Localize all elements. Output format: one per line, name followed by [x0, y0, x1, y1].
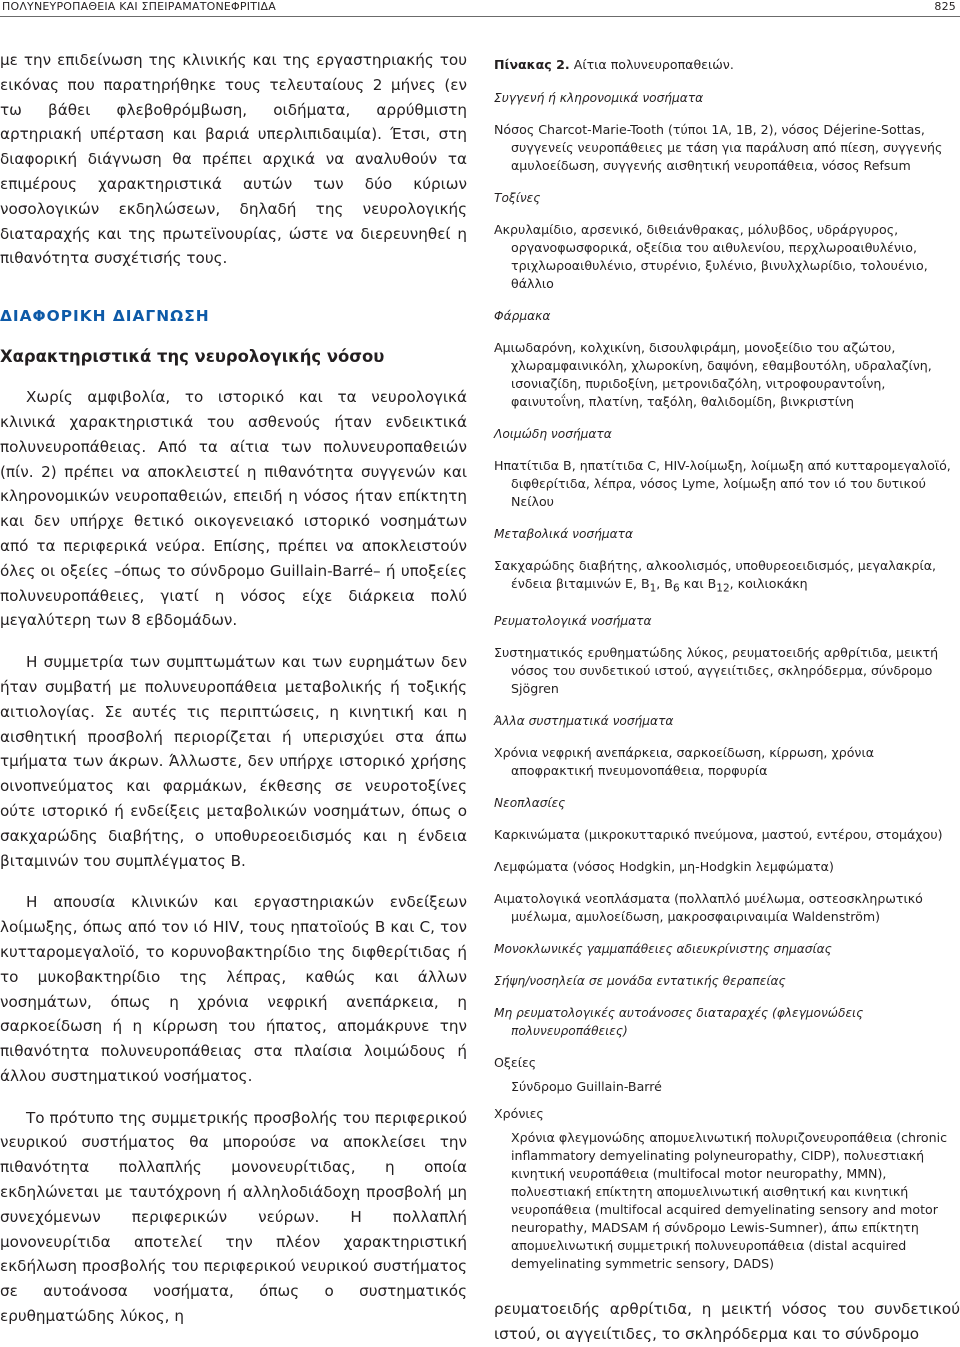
section-heading: ΔΙΑΦΟΡΙΚΗ ΔΙΑΓΝΩΣΗ: [0, 307, 210, 326]
left-column: [0, 48, 467, 1329]
table-entry: Νόσος Charcot-Marie-Tooth (τύποι 1A, 1B, 2), νόσος Déjerine-Sottas, συγγενείς νευροπάθειες με τάση για παράλυση από πίεση, συγγενής αμυλοείδωση, συγγενής αισθητική νευροπάθεια, νόσος Refsum: [494, 122, 943, 173]
table-category: Συγγενή ή κληρονομικά νοσήματα: [494, 91, 704, 105]
table-caption: [494, 56, 960, 74]
table-category: Μεταβολικά νοσήματα: [494, 527, 634, 541]
entry-text: , κοιλιοκάκη: [729, 576, 808, 591]
table-category: Τοξίνες: [494, 191, 541, 205]
table-entry: Ηπατίτιδα Β, ηπατίτιδα C, HIV-λοίμωξη, λοίμωξη από κυτταρομεγαλοϊό, διφθερίτιδα, λέπρα, νόσος Lyme, λοίμωξη από τον ιό του δυτικού Νείλου: [494, 458, 951, 509]
body-paragraph: Το πρότυπο της συμμετρικής προσβολής του περιφερικού νευρικού συστήματος θα μπορούσε να αποκλείσει την πιθανότητα πολλαπλής μονονευρίτιδας, η οποία εκδηλώνεται με ταυτόχρονη ή αλληλοδιάδοχη προσβολή μη συνεχόμενων περιφερικών νεύρων. Η πολλαπλή μονονευρίτιδα αποτελεί την πλέον χαρακτηριστική εκδήλωση προσβολής του περιφερικού νευρικού συστήματος σε αυτοάνοσα νοσήματα, όπως ο συστηματικός ερυθηματώδης λύκος, η: [0, 1108, 467, 1326]
table-entry: Αιματολογικά νεοπλάσματα (πολλαπλό μυέλωμα, οστεοσκληρωτικό μυέλωμα, αμυλοείδωση, μακροσφαιριναιμία Waldenström): [494, 890, 923, 924]
entry-text: Σακχαρώδης διαβήτης, αλκοολισμός, υποθυρεοειδισμός, μεγαλακρία, ένδεια βιταμινών Ε, Β: [494, 558, 937, 591]
table-entry: Χρόνια φλεγμονώδης απομυελινωτική πολυριζονευροπάθεια (chronic inflammatory demyelinating polyneuropathy, CIDP), πολυεστιακή κινητική νευροπάθεια (multifocal motor neuropathy, MMN), πολυεστιακή επίκτητη απομυελινωτική αισθητική και κινητική νευροπάθεια (multifocal acquired demyelinating sensory and motor neuropathy, MADSAM ή σύνδρομο Lewis-Sumner), άπω επίκτητη απομυελινωτική συμμετρική πολυνευροπάθεια (distal acquired demyelinating symmetric sensory, DADS): [511, 1129, 948, 1271]
table-entry: Λεμφώματα (νόσος Hodgkin, μη-Hodgkin λεμφώματα): [494, 858, 834, 874]
page-number: 825: [934, 0, 956, 13]
table-category: Μη ρευματολογικές αυτοάνοσες διαταραχές (φλεγμονώδεις πολυνευροπάθειες): [494, 1005, 864, 1038]
table-category: Νεοπλασίες: [494, 795, 566, 810]
subscript: 6: [672, 582, 680, 595]
table-category: Ρευματολογικά νοσήματα: [494, 613, 652, 628]
table-subcategory: Χρόνιες: [494, 1105, 544, 1121]
subscript: 12: [716, 582, 730, 595]
table-subcategory: Οξείες: [494, 1054, 537, 1070]
table-entry: Συστηματικός ερυθηματώδης λύκος, ρευματοειδής αρθρίτιδα, μεικτή νόσος του συνδετικού ιστού, αγγειίτιδες, σκληρόδερμα, σύνδρομο Sjögren: [494, 644, 939, 696]
subscript: 1: [649, 582, 657, 595]
continuation-paragraph: ρευματοειδής αρθρίτιδα, η μεικτή νόσος του συνδετικού ιστού, οι αγγειίτιδες, το σκληρόδερμα και το σύνδρομο: [494, 1300, 960, 1343]
table-caption-text: Αίτια πολυνευροπαθειών.: [573, 57, 734, 72]
table-category: Λοιμώδη νοσήματα: [494, 427, 612, 441]
table-entry: Αμιωδαρόνη, κολχικίνη, δισουλφιράμη, μονοξείδιο του αζώτου, χλωραμφαινικόλη, χλωροκίνη, δαψόνη, εθαμβουτόλη, υδραλαζίνη, ισονιαζίδη, πυριδοξίνη, μετρονιδαζόλη, νιτροφουραντοΐνη, φαινυτοΐνη, πλατίνη, ταξόλη, θαλιδομίδη, βινκριστίνη: [494, 340, 932, 409]
table-entry: Χρόνια νεφρική ανεπάρκεια, σαρκοείδωση, κίρρωση, χρόνια αποφρακτική πνευμονοπάθεια, πορφυρία: [494, 744, 875, 778]
table-entry: Ακρυλαμίδιο, αρσενικό, διθειάνθρακας, μόλυβδος, υδράργυρος, οργανοφωσφορικά, οξείδια του αιθυλενίου, περχλωροαιθυλένιο, τριχλωροαιθυλένιο, στυρένιο, ξυλένιο, βινυλχλωρίδιο, τολουένιο, θάλλιο: [494, 222, 928, 291]
page-header: [0, 0, 960, 17]
body-paragraph: Χωρίς αμφιβολία, το ιστορικό και τα νευρολογικά κλινικά χαρακτηριστικά του ασθενούς ήταν ενδεικτικά πολυνευροπάθειας. Από τα αίτια των πολυνευροπαθειών (πίν. 2) πρέπει να αποκλειστεί η πιθανότητα συγγενών και κληρονομικών νευροπαθειών, επειδή η νόσος ήταν επίκτητη και δεν υπήρχε θετικό οικογενειακό ιστορικό νοσημάτων από τα περιφερικά νεύρα. Επίσης, πρέπει να αποκλειστούν όλες οι οξείες –όπως το σύνδρομο Guillain-Barré– ή υποξείες πολυνευροπάθειες, γιατί η νόσος είχε διάρκεια πολύ μεγαλύτερη των 8 εβδομάδων.: [0, 388, 467, 630]
table-category: Μονοκλωνικές γαμμαπάθειες αδιευκρίνιστης σημασίας: [494, 941, 832, 956]
table-entry-metabolic: [494, 557, 960, 598]
entry-text: , Β: [656, 576, 673, 591]
table-category: Φάρμακα: [494, 309, 551, 323]
table-category: Άλλα συστηματικά νοσήματα: [494, 713, 674, 728]
subsection-heading: Χαρακτηριστικά της νευρολογικής νόσου: [0, 347, 385, 367]
table-category: Σήψη/νοσηλεία σε μονάδα εντατικής θεραπείας: [494, 973, 786, 988]
table-2: [494, 56, 960, 1287]
running-title: ΠΟΛΥΝΕΥΡΟΠΑΘΕΙΑ ΚΑΙ ΣΠΕΙΡΑΜΑΤΟΝΕΦΡΙΤΙΔΑ: [2, 0, 277, 13]
body-paragraph: Η απουσία κλινικών και εργαστηριακών ενδείξεων λοίμωξης, όπως από τον ιό HIV, τους ηπατοϊούς Β και C, τον κυτταρομεγαλοϊό, το κορυνοβακτηρίδιο της διφθερίτιδας ή το μυκοβακτηρίδιο της λέπρας, καθώς και άλλων νοσημάτων, όπως η χρόνια νεφρική ανεπάρκεια, η σαρκοείδωση ή η κίρρωση του ήπατος, απομάκρυνε την πιθανότητα πολυνευροπάθειας στα πλαίσια λοιμώδους ή άλλου συστηματικού νοσήματος.: [0, 893, 467, 1085]
table-entry: Καρκινώματα (μικροκυτταρικό πνεύμονα, μαστού, εντέρου, στομάχου): [494, 826, 943, 842]
table-caption-label: Πίνακας 2.: [494, 57, 570, 72]
table-entry: Σύνδρομο Guillain-Barré: [511, 1078, 662, 1094]
entry-text: και Β: [679, 576, 717, 591]
body-paragraph: Η συμμετρία των συμπτωμάτων και των ευρημάτων δεν ήταν συμβατή με πολυνευροπάθεια μεταβολικής ή τοξικής αιτιολογίας. Σε αυτές τις περιπτώσεις, η κινητική και η αισθητική προσβολή περιορίζεται ή υπερισχύει στα άπω τμήματα των άκρων. Άλλωστε, δεν υπήρχε ιστορικό χρήσης οινοπνεύματος και φαρμάκων, έκθεσης σε νευροτοξίνες ούτε ιστορικό ή ενδείξεις μεταβολικών νοσημάτων, όπως ο σακχαρώδης διαβήτης, ο υποθυρεοειδισμός και η ένδεια βιταμινών του συμπλέγματος Β.: [0, 653, 467, 870]
opening-paragraph: με την επιδείνωση της κλινικής και της εργαστηριακής του εικόνας που παρατηρήθηκε τους τελευταίους 2 μήνες (εν τω βάθει φλεβοθρόμβωση, οιδήματα, αρρύθμιστη αρτηριακή υπέρταση και βαριά υπερλιπιδαιμία). Έτσι, στη διαφορική διάγνωση θα πρέπει αρχικά να αναλυθούν τα επιμέρους χαρακτηριστικά αυτών των δύο κύριων νοσολογικών εκδηλώσεων, δηλαδή της νευρολογικής διαταραχής και της πρωτεϊνουρίας, ώστε να διερευνηθεί η πιθανότητα συσχέτισής τους.: [0, 51, 467, 268]
